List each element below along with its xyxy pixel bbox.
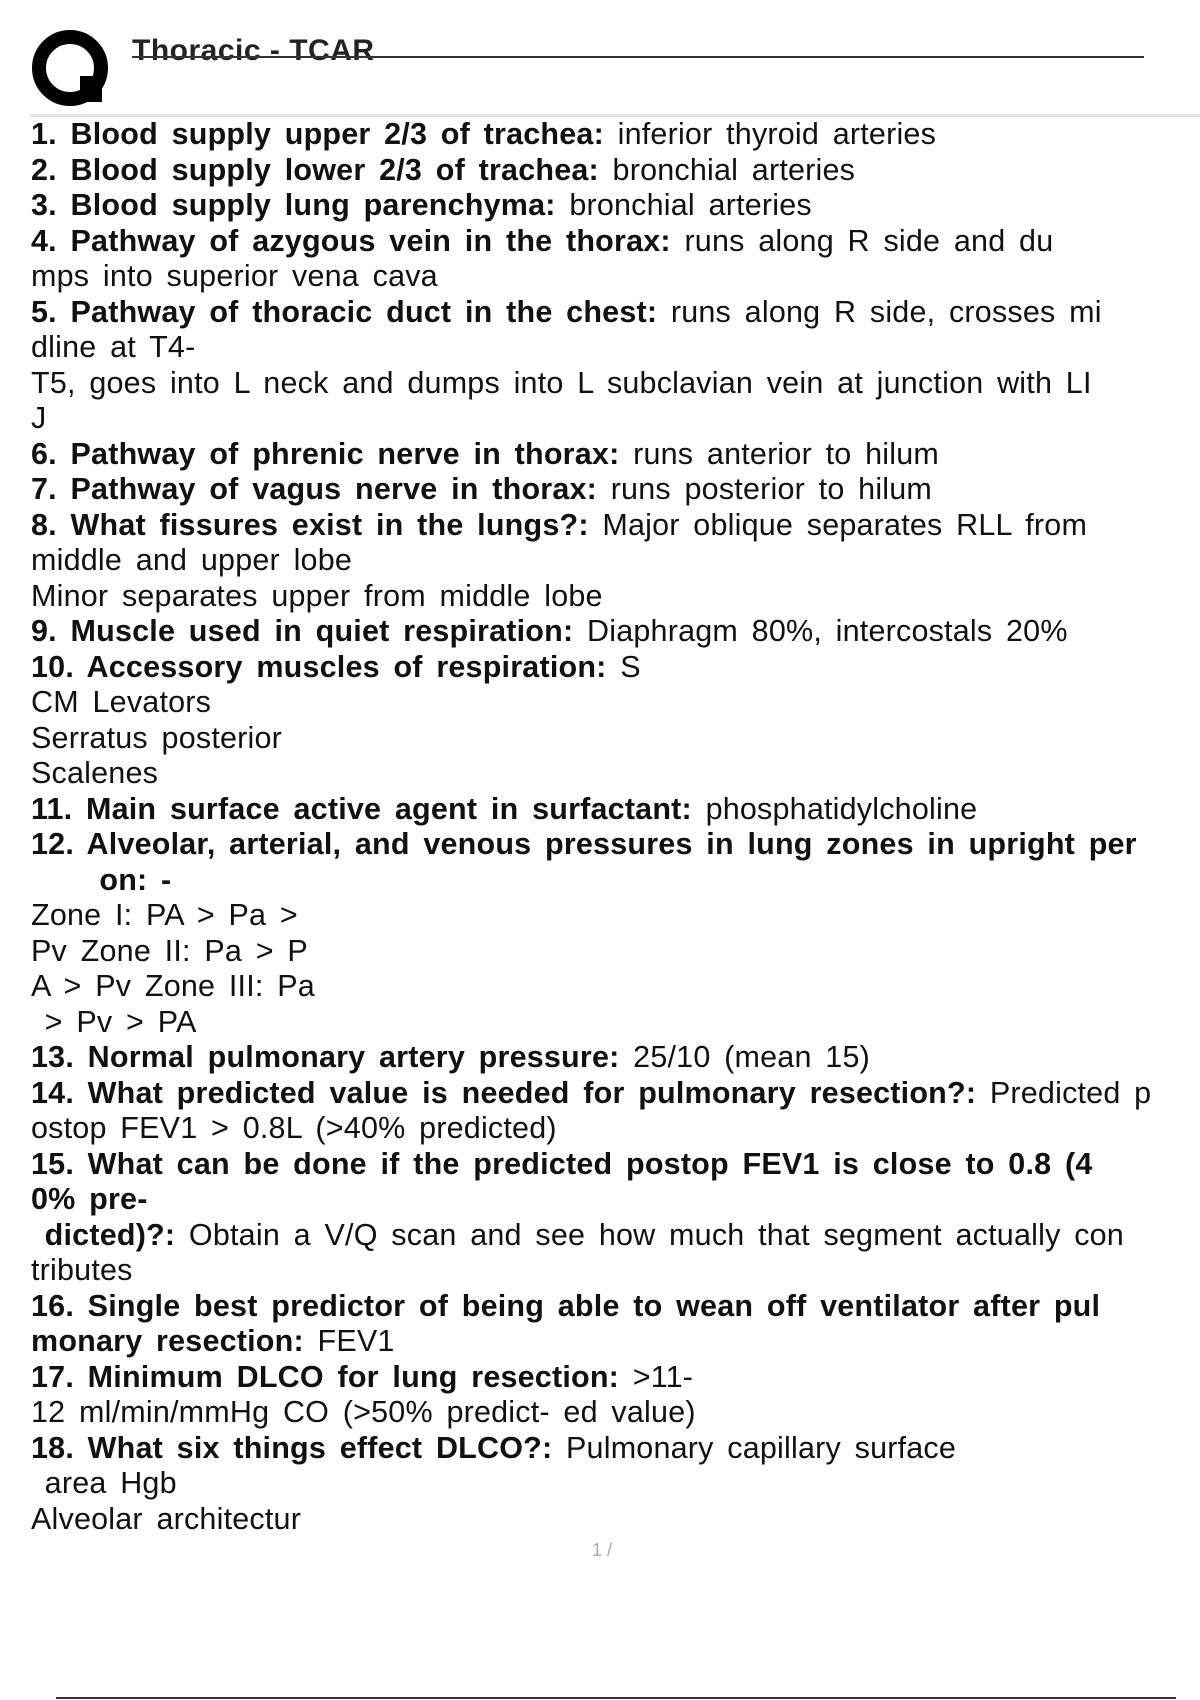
text-line: [31, 543, 1191, 579]
text-line: [31, 508, 1191, 544]
question-label: 1. Blood supply upper 2/3 of trachea:: [31, 117, 604, 151]
answer-text: T5, goes into L neck and dumps into L subclavian vein at junction with LI: [31, 365, 1092, 400]
answer-text: 12 ml/min/mmHg CO (>50% predict- ed value): [31, 1395, 696, 1429]
answer-text: Pv Zone II: Pa > P: [31, 933, 308, 968]
question-label: 18. What six things effect DLCO?:: [31, 1430, 553, 1465]
answer-text: runs along R side, crosses mi: [657, 294, 1102, 329]
text-line: [31, 898, 1191, 934]
text-line: [31, 366, 1191, 402]
question-label: 3. Blood supply lung parenchyma:: [31, 188, 556, 222]
answer-text: tributes: [31, 1253, 133, 1287]
answer-text: runs posterior to hilum: [597, 472, 933, 506]
answer-text: Diaphragm 80%, intercostals 20%: [573, 614, 1068, 648]
footer-divider: [56, 1697, 1176, 1699]
answer-text: Scalenes: [31, 756, 159, 790]
question-label: 2. Blood supply lower 2/3 of trachea:: [31, 152, 599, 187]
answer-text: CM Levators: [31, 685, 212, 719]
text-line: [31, 117, 1191, 153]
answer-text: Obtain a V/Q scan and see how much that segment actually con: [175, 1217, 1124, 1252]
text-line: [31, 1147, 1191, 1183]
question-label: 17. Minimum DLCO for lung resection:: [31, 1359, 620, 1394]
title-underline: [132, 56, 1144, 58]
answer-text: bronchial arteries: [598, 152, 856, 187]
question-label: 16. Single best predictor of being able to wean off ventilator after pul: [31, 1288, 1101, 1323]
search-logo-icon: [30, 28, 114, 112]
text-line: [31, 224, 1191, 260]
question-label: 13. Normal pulmonary artery pressure:: [31, 1040, 620, 1074]
text-line: [31, 295, 1191, 331]
text-line: [31, 650, 1191, 686]
text-line: [31, 756, 1191, 792]
question-label: 15. What can be done if the predicted postop FEV1 is close to 0.8 (4: [31, 1146, 1093, 1181]
text-line: [31, 401, 1191, 437]
answer-text: 25/10 (mean 15): [619, 1040, 870, 1074]
text-line: [31, 1431, 1191, 1467]
answer-text: > Pv > PA: [31, 1004, 197, 1039]
text-line: [31, 1324, 1191, 1360]
text-line: [31, 1005, 1191, 1041]
answer-text: middle and upper lobe: [31, 543, 353, 577]
text-line: [31, 1182, 1191, 1218]
page-number: 1 /: [592, 1540, 613, 1560]
answer-text: bronchial arteries: [555, 188, 812, 222]
text-line: [31, 1218, 1191, 1254]
text-line: [31, 259, 1191, 295]
text-line: [31, 934, 1191, 970]
text-line: [31, 1502, 1191, 1538]
question-label: 5. Pathway of thoracic duct in the chest:: [31, 294, 658, 329]
text-line: [31, 1253, 1191, 1289]
answer-text: >11-: [619, 1359, 694, 1394]
answer-text: Predicted p: [976, 1075, 1152, 1110]
text-line: [31, 472, 1191, 508]
answer-text: Major oblique separates RLL from: [588, 507, 1088, 542]
text-line: [31, 1289, 1191, 1325]
document-title: Thoracic - TCAR: [132, 34, 375, 67]
text-line: [31, 579, 1191, 615]
text-line: [31, 863, 1191, 899]
question-label: 10. Accessory muscles of respiration:: [31, 649, 607, 684]
text-line: [31, 153, 1191, 189]
answer-text: runs along R side and du: [670, 223, 1054, 258]
text-line: [31, 1040, 1191, 1076]
text-line: [31, 827, 1191, 863]
answer-text: runs anterior to hilum: [619, 436, 939, 471]
question-label: 7. Pathway of vagus nerve in thorax:: [31, 472, 598, 506]
text-line: [31, 721, 1191, 757]
question-label: 0% pre-: [31, 1182, 148, 1216]
answer-text: Pulmonary capillary surface: [552, 1430, 957, 1465]
answer-text: J: [31, 401, 47, 435]
document-body: [31, 117, 1191, 1537]
text-line: [31, 1395, 1191, 1431]
text-line: [31, 1076, 1191, 1112]
answer-text: Zone I: PA > Pa >: [31, 898, 298, 932]
answer-text: Minor separates upper from middle lobe: [31, 578, 603, 613]
text-line: [31, 1111, 1191, 1147]
answer-text: Serratus posterior: [31, 720, 283, 755]
text-line: [31, 1466, 1191, 1502]
question-label: 6. Pathway of phrenic nerve in thorax:: [31, 436, 620, 471]
text-line: [31, 437, 1191, 473]
question-label: 4. Pathway of azygous vein in the thorax:: [31, 223, 671, 258]
answer-text: inferior thyroid arteries: [603, 117, 937, 151]
text-line: [31, 330, 1191, 366]
question-label: 9. Muscle used in quiet respiration:: [31, 614, 574, 648]
question-label: 14. What predicted value is needed for pulmonary resection?:: [31, 1075, 977, 1110]
answer-text: FEV1: [303, 1324, 395, 1358]
answer-text: phosphatidylcholine: [691, 791, 978, 826]
text-line: [31, 969, 1191, 1005]
answer-text: S: [606, 649, 641, 684]
question-label: monary resection:: [31, 1324, 304, 1358]
text-line: [31, 792, 1191, 828]
text-line: [31, 1360, 1191, 1396]
question-label: 8. What fissures exist in the lungs?:: [31, 507, 589, 542]
answer-text: ostop FEV1 > 0.8L (>40% predicted): [31, 1111, 557, 1145]
answer-text: mps into superior vena cava: [31, 259, 438, 293]
question-label: on: -: [31, 862, 172, 897]
answer-text: dline at T4-: [31, 330, 196, 364]
question-label: 11. Main surface active agent in surfactant:: [31, 791, 692, 826]
text-line: [31, 188, 1191, 224]
text-line: [31, 614, 1191, 650]
answer-text: A > Pv Zone III: Pa: [31, 969, 315, 1003]
answer-text: area Hgb: [31, 1466, 177, 1500]
question-label: dicted)?:: [31, 1217, 176, 1252]
text-line: [31, 685, 1191, 721]
question-label: 12. Alveolar, arterial, and venous pressures in lung zones in upright per: [31, 827, 1137, 861]
answer-text: Alveolar architectur: [31, 1501, 302, 1536]
